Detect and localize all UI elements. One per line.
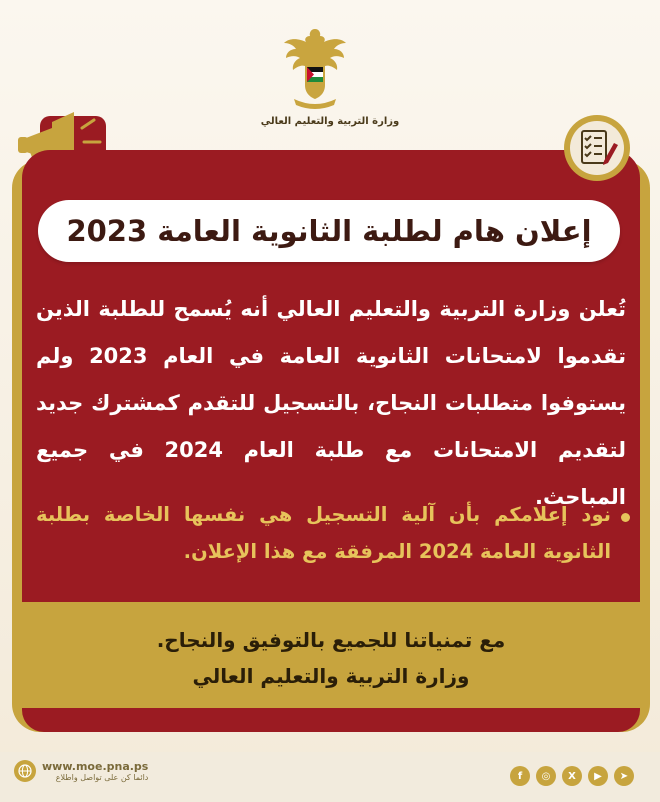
site-slogan: دائما كن على تواصل واطلاع bbox=[55, 773, 149, 782]
youtube-icon[interactable]: ▶ bbox=[588, 766, 608, 786]
ministry-name: وزارة التربية والتعليم العالي bbox=[260, 116, 400, 127]
telegram-icon[interactable]: ➤ bbox=[614, 766, 634, 786]
instagram-icon[interactable]: ◎ bbox=[536, 766, 556, 786]
bullet-dot-icon bbox=[621, 513, 630, 522]
x-icon[interactable]: X bbox=[562, 766, 582, 786]
palestine-eagle-emblem-icon bbox=[280, 25, 350, 110]
bottom-strip bbox=[22, 708, 640, 732]
footer bbox=[0, 752, 660, 802]
facebook-icon[interactable]: f bbox=[510, 766, 530, 786]
closing-signature: وزارة التربية والتعليم العالي bbox=[192, 664, 470, 688]
checklist-icon bbox=[562, 113, 632, 183]
site-url: www.moe.pna.ps bbox=[42, 760, 149, 773]
social-icons bbox=[510, 766, 634, 786]
announcement-title: إعلان هام لطلبة الثانوية العامة 2023 bbox=[66, 214, 592, 248]
announcement-note-text: نود إعلامكم بأن آلية التسجيل هي نفسها الخاصة بطلبة الثانوية العامة 2024 المرفقة مع هذا الإعلان. bbox=[36, 503, 611, 563]
website-link[interactable] bbox=[14, 760, 148, 782]
announcement-title-pill bbox=[38, 200, 620, 262]
closing-wishes: مع تمنياتنا للجميع بالتوفيق والنجاح. bbox=[156, 628, 506, 652]
globe-icon bbox=[14, 760, 36, 782]
closing-message bbox=[22, 622, 640, 694]
announcement-note bbox=[36, 496, 630, 570]
announcement-body: تُعلن وزارة التربية والتعليم العالي أنه يُسمح للطلبة الذين تقدموا لامتحانات الثانوية العامة في العام 2023 ولم يستوفوا متطلبات النجاح، بالتسجيل للتقدم كمشترك جديد لتقديم الامتحانات مع طلبة العام 2024 في جميع المباحث. bbox=[36, 297, 627, 509]
site-text bbox=[42, 760, 148, 782]
